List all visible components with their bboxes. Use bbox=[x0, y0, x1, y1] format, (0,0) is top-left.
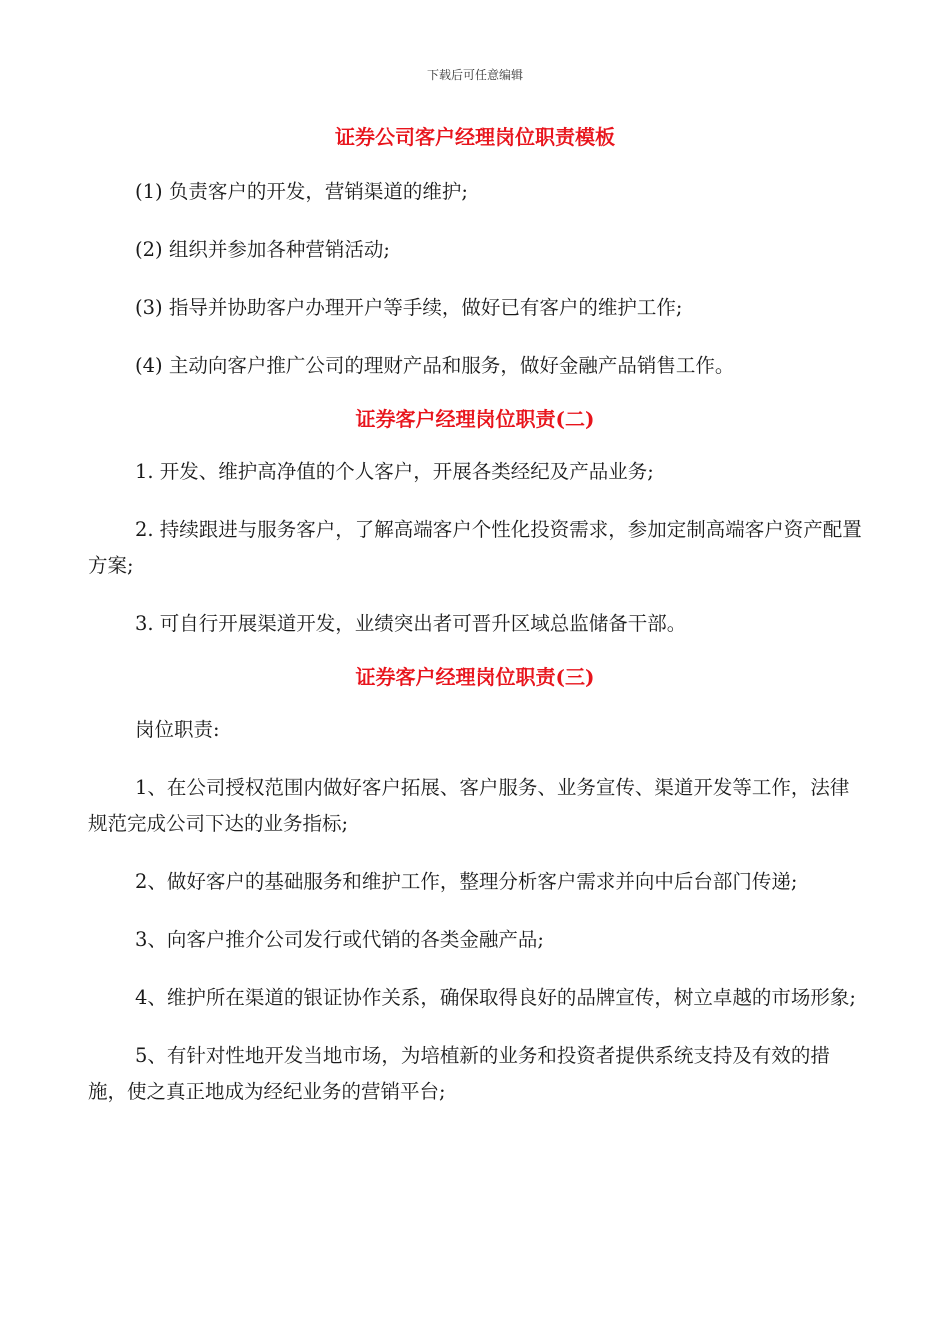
header-note: 下载后可任意编辑 bbox=[426, 68, 523, 82]
section3-item-3: 3、向客户推介公司发行或代销的各类金融产品; bbox=[135, 928, 544, 951]
section3-item-5: 5、有针对性地开发当地市场，为培植新的业务和投资者提供系统支持及有效的措施，使之真正地成为经纪业务的营销平台; bbox=[88, 1044, 830, 1103]
section3-label: 岗位职责: bbox=[135, 718, 220, 741]
section2-title: 证券客户经理岗位职责(二) bbox=[355, 407, 595, 431]
section2-item-2: 2. 持续跟进与服务客户，了解高端客户个性化投资需求，参加定制高端客户资产配置方案; bbox=[88, 518, 862, 577]
section2-item-1: 1. 开发、维护高净值的个人客户，开展各类经纪及产品业务; bbox=[135, 460, 654, 483]
document-body bbox=[88, 120, 862, 1110]
section1-title: 证券公司客户经理岗位职责模板 bbox=[335, 125, 615, 149]
section3-title: 证券客户经理岗位职责(三) bbox=[355, 665, 595, 689]
section3-item-4: 4、维护所在渠道的银证协作关系，确保取得良好的品牌宣传，树立卓越的市场形象; bbox=[135, 986, 856, 1009]
section3-item-2: 2、做好客户的基础服务和维护工作，整理分析客户需求并向中后台部门传递; bbox=[135, 870, 798, 893]
section2-item-3: 3. 可自行开展渠道开发，业绩突出者可晋升区域总监储备干部。 bbox=[135, 612, 687, 635]
section1-item-4: (4) 主动向客户推广公司的理财产品和服务，做好金融产品销售工作。 bbox=[135, 354, 735, 377]
section3-item-1: 1、在公司授权范围内做好客户拓展、客户服务、业务宣传、渠道开发等工作，法律规范完成公司下达的业务指标; bbox=[88, 776, 850, 835]
section1-item-3: (3) 指导并协助客户办理开户等手续，做好已有客户的维护工作; bbox=[135, 296, 683, 319]
section1-item-2: (2) 组织并参加各种营销活动; bbox=[135, 238, 390, 261]
section1-item-1: (1) 负责客户的开发，营销渠道的维护; bbox=[135, 180, 468, 203]
